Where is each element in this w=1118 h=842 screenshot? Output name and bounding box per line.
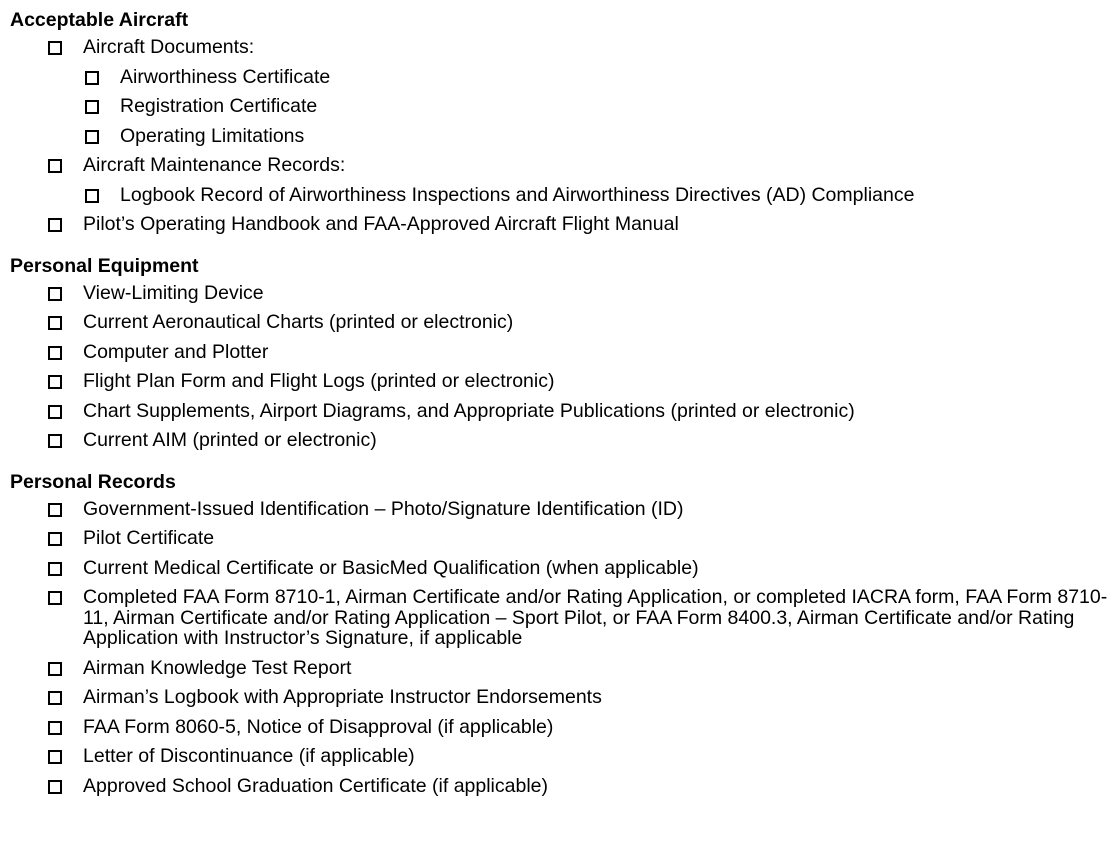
checklist-item-label: Computer and Plotter <box>83 340 269 363</box>
section-personal-records <box>10 470 1112 797</box>
checklist-item-label: Aircraft Documents: <box>83 36 255 58</box>
checklist-item-label: Operating Limitations <box>120 124 305 147</box>
checklist-document <box>10 8 1112 796</box>
checklist-item-label: Letter of Discontinuance (if applicable) <box>83 745 415 767</box>
section-heading: Personal Records <box>10 470 176 493</box>
checklist-item <box>10 214 1112 235</box>
checkbox[interactable] <box>48 159 62 173</box>
checkbox[interactable] <box>48 662 62 676</box>
checklist-item-label: Government-Issued Identification – Photo/Signature Identification (ID) <box>83 497 684 520</box>
checklist-item-label: Flight Plan Form and Flight Logs (printed or electronic) <box>83 370 555 392</box>
checklist-item <box>10 528 1112 549</box>
section-acceptable-aircraft <box>10 8 1112 235</box>
checklist-item-label: Registration Certificate <box>120 95 318 117</box>
checklist-item-label: Pilot’s Operating Handbook and FAA-Approved Aircraft Flight Manual <box>83 213 679 235</box>
checkbox[interactable] <box>85 100 99 114</box>
checkbox[interactable] <box>48 346 62 360</box>
checklist-item <box>10 587 1112 649</box>
checkbox[interactable] <box>85 71 99 85</box>
section-personal-equipment <box>10 254 1112 451</box>
checklist-item <box>10 558 1112 579</box>
checklist-item <box>10 155 1112 176</box>
checkbox[interactable] <box>48 405 62 419</box>
checklist-item-label: Current Medical Certificate or BasicMed Qualification (when applicable) <box>83 556 699 579</box>
checklist-item <box>10 185 1112 206</box>
checkbox[interactable] <box>48 41 62 55</box>
checkbox[interactable] <box>85 130 99 144</box>
checklist-item <box>10 96 1112 117</box>
checklist-item-label: Aircraft Maintenance Records: <box>83 154 346 176</box>
checklist-item <box>10 126 1112 147</box>
checklist-item <box>10 342 1112 363</box>
checkbox[interactable] <box>48 780 62 794</box>
checkbox[interactable] <box>48 218 62 232</box>
checklist-item <box>10 430 1112 451</box>
checkbox[interactable] <box>48 591 62 605</box>
checkbox[interactable] <box>48 316 62 330</box>
checklist-item <box>10 312 1112 333</box>
checklist-item-label: View-Limiting Device <box>83 281 264 304</box>
section-heading: Acceptable Aircraft <box>10 9 189 31</box>
checklist-item-label: Chart Supplements, Airport Diagrams, and Appropriate Publications (printed or electronic) <box>83 399 855 422</box>
checklist-item-label: FAA Form 8060-5, Notice of Disapproval (if applicable) <box>83 715 554 738</box>
checkbox[interactable] <box>85 189 99 203</box>
checklist-item <box>10 717 1112 738</box>
checklist-item-label: Current Aeronautical Charts (printed or electronic) <box>83 311 514 333</box>
checklist-item <box>10 37 1112 58</box>
checklist-item <box>10 687 1112 708</box>
checklist-item-label: Logbook Record of Airworthiness Inspections and Airworthiness Directives (AD) Compliance <box>120 183 915 206</box>
checklist-item <box>10 67 1112 88</box>
checklist-item <box>10 746 1112 767</box>
checkbox[interactable] <box>48 562 62 576</box>
checklist-item <box>10 283 1112 304</box>
checkbox[interactable] <box>48 750 62 764</box>
checkbox[interactable] <box>48 691 62 705</box>
checklist-item-label: Airman’s Logbook with Appropriate Instructor Endorsements <box>83 686 602 708</box>
checklist-item-label: Airman Knowledge Test Report <box>83 656 352 679</box>
checklist-item <box>10 499 1112 520</box>
checklist-item-label: Airworthiness Certificate <box>120 65 331 88</box>
checkbox[interactable] <box>48 434 62 448</box>
checklist-item-label: Completed FAA Form 8710-1, Airman Certificate and/or Rating Application, or completed IACRA form, FAA Form 8710-11, Airman Certificate and/or Rating Application – Sport Pilot, or FAA Form 8400.3, Airman Certificate and/or Rating Application with Instructor’s Signature, if applicable <box>83 586 1108 649</box>
checklist-item <box>10 658 1112 679</box>
checkbox[interactable] <box>48 287 62 301</box>
checklist-item-label: Current AIM (printed or electronic) <box>83 429 377 451</box>
checkbox[interactable] <box>48 532 62 546</box>
checkbox[interactable] <box>48 721 62 735</box>
section-heading: Personal Equipment <box>10 254 199 277</box>
checkbox[interactable] <box>48 503 62 517</box>
checklist-item <box>10 401 1112 422</box>
checklist-item-label: Pilot Certificate <box>83 527 215 549</box>
checklist-item <box>10 371 1112 392</box>
checklist-item-label: Approved School Graduation Certificate (if applicable) <box>83 774 549 797</box>
checklist-item <box>10 776 1112 797</box>
checkbox[interactable] <box>48 375 62 389</box>
